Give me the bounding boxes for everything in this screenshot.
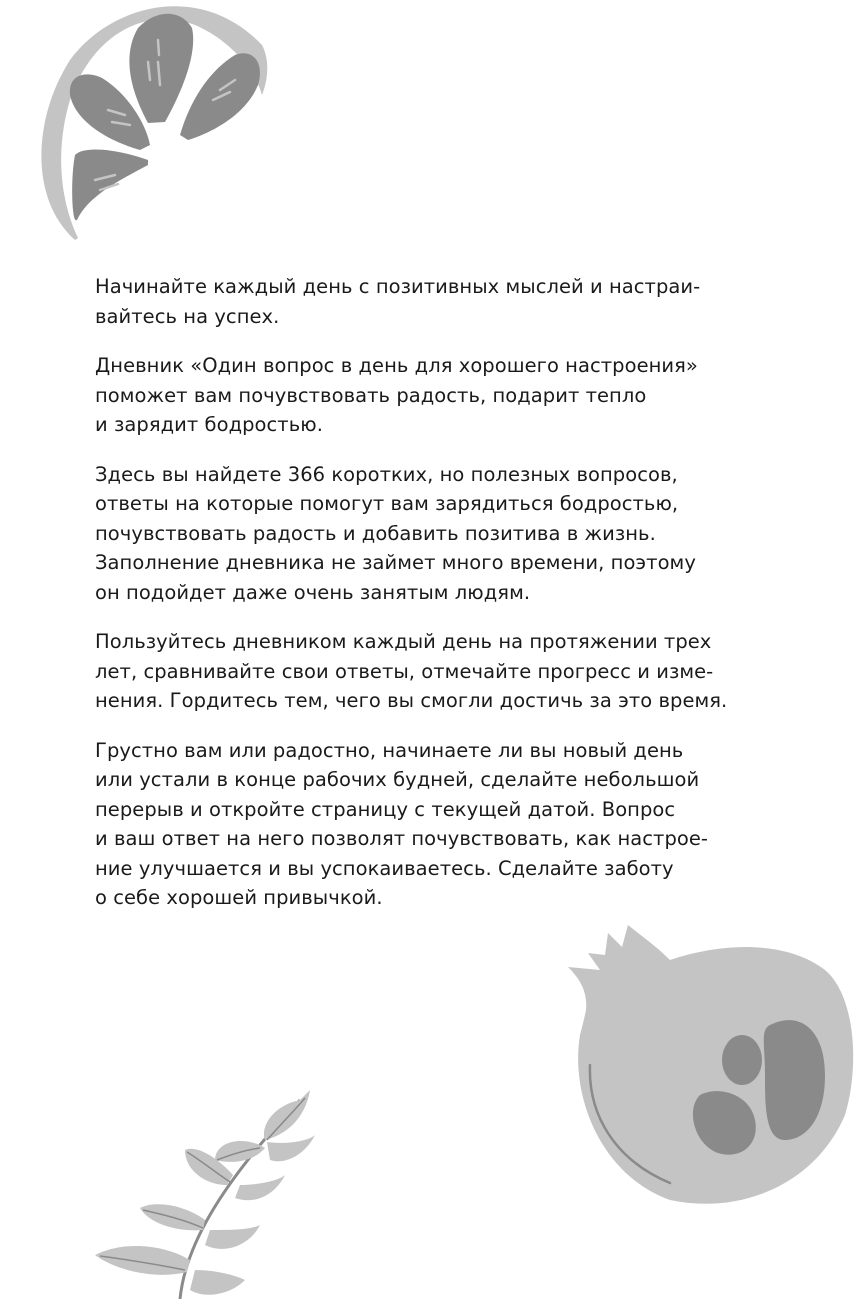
text-line: нения. Гордитесь тем, чего вы смогли достичь за это время. — [95, 689, 728, 712]
citrus-segment — [72, 150, 148, 221]
paragraph — [95, 460, 775, 608]
text-line: ние улучшается и вы успокаиваетесь. Сделайте заботу — [95, 856, 674, 880]
text-line: Пользуйтесь дневником каждый день на протяжении трех — [95, 630, 712, 653]
sprig-leaf — [205, 1225, 260, 1249]
text-line: он подойдет даже очень занятым людям. — [95, 580, 531, 604]
text-line: Начинайте каждый день с позитивных мыслей и настраи- — [95, 275, 701, 298]
pomegranate-seed — [722, 1035, 762, 1085]
text-line: о себе хорошей привычкой. — [95, 886, 383, 909]
sprig-leaf — [215, 1141, 265, 1162]
paragraph — [95, 272, 775, 331]
paragraph — [95, 351, 775, 440]
text-line: или устали в конце рабочих будней, сделайте небольшой — [95, 768, 700, 791]
sprig-leaf — [235, 1175, 285, 1200]
text-line: поможет вам почувствовать радость, подарит тепло — [95, 383, 647, 407]
text-line: Здесь вы найдете 366 коротких, но полезных вопросов, — [95, 462, 678, 486]
text-line: почувствовать радость и добавить позитива в жизнь. — [95, 521, 656, 545]
text-line: перерыв и откройте страницу с текущей датой. Вопрос — [95, 797, 676, 821]
sprig-leaf — [190, 1270, 245, 1295]
intro-text — [95, 272, 775, 933]
text-line: и ваш ответ на него позволят почувствовать, как настрое- — [95, 827, 708, 850]
citrus-segment — [129, 14, 193, 123]
leaf-sprig-icon — [85, 1080, 325, 1299]
text-line: лет, сравнивайте свои ответы, отмечайте прогресс и изме- — [95, 659, 714, 683]
text-line: Заполнение дневника не займет много времени, поэтому — [95, 551, 696, 574]
citrus-slice-icon — [30, 0, 280, 250]
paragraph — [95, 736, 775, 913]
text-line: и зарядит бодростью. — [95, 413, 323, 436]
paragraph — [95, 627, 775, 716]
pomegranate-icon — [560, 915, 860, 1215]
text-line: Грустно вам или радостно, начинаете ли вы новый день — [95, 738, 684, 762]
sprig-leaf — [95, 1246, 190, 1275]
text-line: вайтесь на успех. — [95, 304, 280, 328]
text-line: ответы на которые помогут вам зарядиться бодростью, — [95, 492, 679, 515]
sprig-leaf — [267, 1135, 315, 1161]
text-line: Дневник «Один вопрос в день для хорошего настроения» — [95, 354, 698, 377]
sprig-leaf — [264, 1090, 310, 1140]
